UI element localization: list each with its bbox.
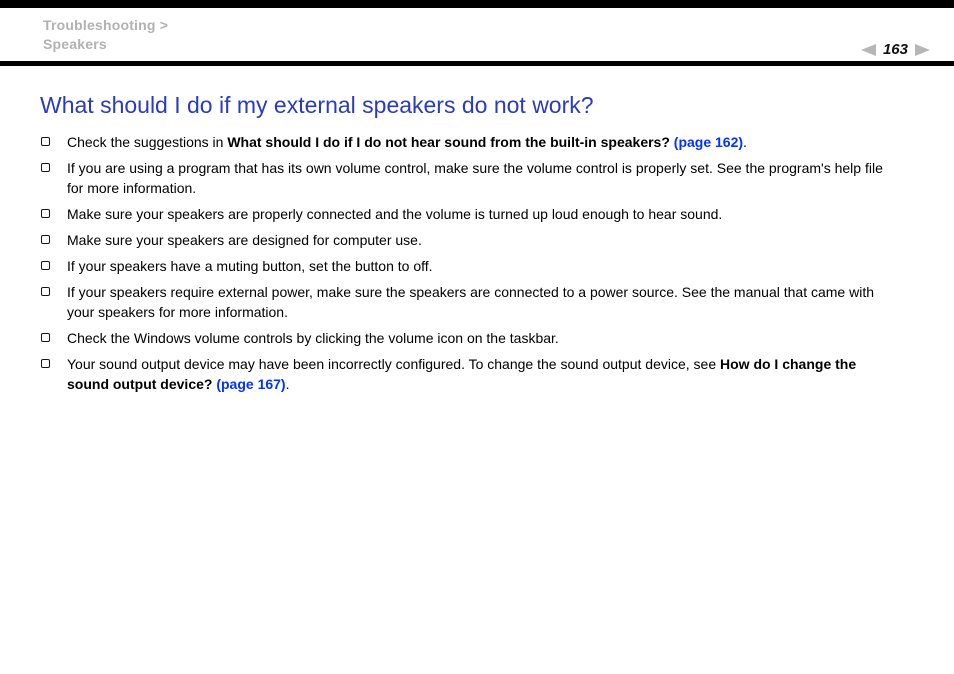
text-segment: Check the suggestions in [67,134,228,150]
list-item [40,132,918,152]
list-item [40,230,918,250]
list-item-text [67,230,889,250]
square-bullet-icon [41,209,50,218]
square-bullet-icon [41,163,50,172]
list-item [40,328,918,348]
page-title: What should I do if my external speakers do not work? [40,92,594,118]
list-item [40,354,918,394]
text-segment: If your speakers have a muting button, set the button to off. [67,258,433,274]
list-item-text [67,256,889,276]
page-link[interactable]: (page 162) [673,134,744,150]
text-segment: Check the Windows volume controls by clicking the volume icon on the taskbar. [67,330,559,346]
square-bullet-icon [41,359,50,368]
text-segment: Your sound output device may have been incorrectly configured. To change the sound output device, see [67,356,720,372]
text-segment: How do I change the sound output device? [67,356,857,392]
breadcrumb [43,16,168,54]
list-item [40,204,918,224]
text-segment: What should I do if I do not hear sound from the built-in speakers? [227,134,674,150]
text-segment: . [285,376,290,392]
page-header [0,8,954,61]
list-item [40,158,918,198]
prev-page-arrow-icon[interactable] [861,44,876,56]
text-segment: If you are using a program that has its own volume control, make sure the volume control is properly set. See the program's help file for more information. [67,160,883,196]
list-item-text [67,132,889,152]
list-item-text [67,158,889,198]
breadcrumb-section: Troubleshooting > [43,17,169,33]
square-bullet-icon [41,333,50,342]
main-content [0,66,954,394]
square-bullet-icon [41,235,50,244]
text-segment: . [743,134,747,150]
top-bar [0,0,954,8]
list-item [40,256,918,276]
page-nav [861,41,930,58]
page-number: 163 [882,41,908,58]
next-page-arrow-icon[interactable] [915,44,930,56]
list-item-text [67,328,889,348]
square-bullet-icon [41,137,50,146]
page-link[interactable]: (page 167) [216,376,286,392]
text-segment: If your speakers require external power, make sure the speakers are connected to a power source. See the manual that came with your speakers for more information. [67,284,874,320]
square-bullet-icon [41,261,50,270]
text-segment: Make sure your speakers are properly connected and the volume is turned up loud enough to hear sound. [67,206,723,222]
list-item-text [67,204,889,224]
list-item-text [67,282,889,322]
breadcrumb-page: Speakers [43,36,107,52]
list-item-text [67,354,889,394]
list-item [40,282,918,322]
text-segment: Make sure your speakers are designed for computer use. [67,232,422,248]
square-bullet-icon [41,287,50,296]
troubleshooting-list [40,132,918,394]
